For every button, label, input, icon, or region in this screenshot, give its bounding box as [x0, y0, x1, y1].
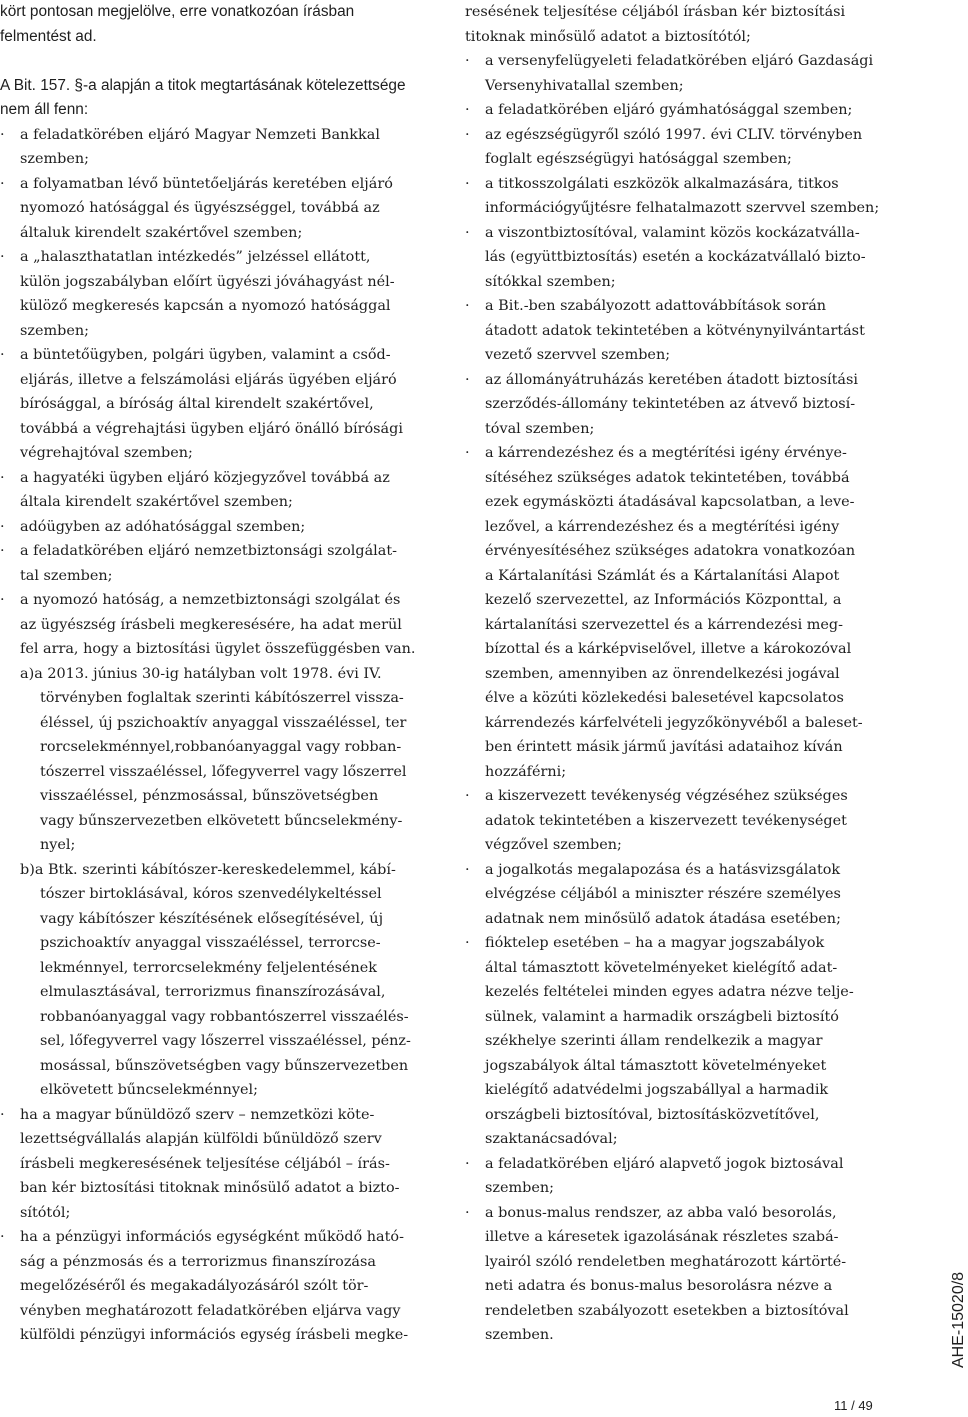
intro-line: nem áll fenn:	[0, 101, 89, 118]
list-item-line: pszichoaktív anyaggal visszaéléssel, terrorcse-	[40, 935, 381, 951]
list-item-line: általa kirendelt szakértővel szemben;	[20, 494, 293, 510]
list-item-line: rendeletben szabályozott esetekben a biztosítóval	[485, 1302, 849, 1319]
list-item-line: kezelés feltételei minden egyes adatra nézve telje-	[485, 984, 854, 1000]
list-item: · adóügyben az adóhatósággal szemben;	[0, 515, 442, 540]
list-item-line: mosással, bűnszövetségben vagy bűnszervezetben	[40, 1057, 409, 1074]
list-item-line: információgyűjtésre felhatalmazott szervvel szemben;	[485, 200, 880, 216]
list-item-line: ezek egymásközti átadásával kapcsolatban, a leve-	[485, 494, 855, 510]
list-item-line: lás (együttbiztosítás) esetén a kockázatvállaló bizto-	[485, 249, 866, 265]
list-item-line: törvényben foglaltak szerinti kábítószerrel vissza-	[40, 690, 404, 706]
list-item-line: visszaéléssel, pénzmosással, bűnszövetségben	[40, 788, 379, 804]
list-item-line: elmulasztásával, terrorizmus finanszírozásával,	[40, 984, 386, 1000]
list-item: · a bonus-malus rendszer, az abba való besorolás,	[465, 1201, 895, 1226]
list-item-line: lekménnyel, terrorcselekmény feljelentésének	[40, 959, 377, 976]
list-item-line: végzővel szemben;	[485, 837, 622, 853]
document-code: AHE-15020/8	[950, 1271, 967, 1368]
list-item-line: vagy bűnszervezetben elkövetett bűncselekmény-	[40, 812, 403, 829]
list-item-line: kielégítő adatvédelmi jogszabállyal a harmadik	[485, 1082, 829, 1098]
list-item-line: székhelye szerinti állam rendelkezik a magyar	[485, 1033, 823, 1049]
list-item-line: lyairól szóló rendeletben meghatározott kártörté-	[485, 1253, 847, 1270]
list-item: · a feladatkörében eljáró Magyar Nemzeti Bankkal	[0, 123, 442, 148]
list-item-line: tóval szemben;	[485, 420, 595, 437]
list-item: · az egészségügyről szóló 1997. évi CLIV. törvényben	[465, 123, 895, 148]
list-item-line: bírósággal, a bíróság által kirendelt szakértővel,	[20, 396, 374, 412]
list-item-line: írásbeli megkeresésének teljesítése céljából – írás-	[20, 1155, 390, 1172]
list-item-line: elkövetett bűncselekménnyel;	[40, 1082, 258, 1098]
list-item: · ha a magyar bűnüldöző szerv – nemzetközi köte-	[0, 1103, 442, 1128]
list-item: · a feladatkörében eljáró gyámhatósággal szemben;	[465, 98, 895, 123]
list-item-line: sel, lőfegyverrel vagy lőszerrel visszaéléssel, pénz-	[40, 1033, 411, 1049]
list-item-line: sítótól;	[20, 1204, 71, 1221]
list-item-line: ság a pénzmosás és a terrorizmus finanszírozása	[20, 1253, 376, 1270]
list-item-line: lezettségvállalás alapján külföldi bűnüldöző szerv	[20, 1131, 382, 1147]
list-item-line: szaktanácsadóval;	[485, 1131, 618, 1147]
list-item: · a folyamatban lévő büntetőeljárás keretében eljáró	[0, 172, 442, 197]
list-item: b)a Btk. szerinti kábítószer-kereskedelemmel, kábí-	[20, 861, 396, 878]
list-item-line: ban kér biztosítási titoknak minősülő adatot a bizto-	[20, 1180, 400, 1196]
list-item-line: általuk kirendelt szakértővel szemben;	[20, 224, 303, 241]
list-item-line: szemben, amennyiben az önrendelkezési jogával	[485, 665, 840, 682]
list-item: · a hagyatéki ügyben eljáró közjegyzővel továbbá az	[0, 466, 442, 491]
list-item-line: által támasztott követelményeket kielégítő adat-	[485, 959, 838, 976]
list-item-line: vényben meghatározott feladatkörében eljárva vagy	[20, 1302, 401, 1319]
list-item: · a nyomozó hatóság, a nemzetbiztonsági szolgálat és	[0, 588, 442, 613]
list-item: · a jogalkotás megalapozása és a hatásvizsgálatok	[465, 858, 895, 883]
list-item-line: jogszabályok által támasztott követelményeket	[485, 1057, 827, 1074]
list-item-line: tal szemben;	[20, 567, 113, 584]
list-item-line: végrehajtóval szemben;	[20, 445, 193, 461]
list-item-line: élve a közúti közlekedési balesetével kapcsolatos	[485, 690, 844, 706]
intro-line: A Bit. 157. §-a alapján a titok megtartásának kötelezettsége	[0, 76, 406, 94]
list-item-line: tószer birtoklásával, kóros szenvedélykeltéssel	[40, 886, 382, 902]
list-item-line: szemben;	[20, 151, 89, 167]
list-item: · a kiszervezett tevékenység végzéséhez szükséges	[465, 784, 895, 809]
list-item-line: illetve a káresetek igazolásának részletes szabá-	[485, 1229, 839, 1245]
list-item-line: nyomozó hatósággal és ügyészséggel, továbbá az	[20, 200, 380, 216]
list-item: · a kárrendezéshez és a megtérítési igény érvénye-	[465, 441, 895, 466]
list-item-line: fel arra, hogy a biztosítási ügylet összefüggésben van.	[20, 641, 416, 657]
list-item-line: vagy kábítószer készítésének elősegítésével, új	[40, 910, 384, 927]
list-item-line: neti adatra és bonus-malus besorolásra nézve a	[485, 1278, 833, 1294]
list-item-line: kártalanítási szervezettel és a kárrendezési meg-	[485, 616, 843, 633]
list-item-line: külföldi pénzügyi információs egység írásbeli megke-	[20, 1327, 409, 1343]
left-column	[0, 0, 442, 1348]
list-item-line: kárrendezés kárfelvételi jegyzőkönyvéből a baleset-	[485, 714, 863, 731]
list-item-line: nyel;	[40, 837, 76, 853]
list-item: · fióktelep esetében – ha a magyar jogszabályok	[465, 931, 895, 956]
list-item: · a büntetőügyben, polgári ügyben, valamint a csőd-	[0, 343, 442, 368]
list-item-line: sítókkal szemben;	[485, 273, 616, 290]
list-item-line: adatnak nem minősülő adatok átadása esetében;	[485, 910, 841, 927]
list-item-line: szemben;	[485, 1180, 554, 1196]
list-item-line: átadott adatok tekintetében a kötvénynyilvántartást	[485, 322, 865, 339]
list-item: · a versenyfelügyeleti feladatkörében eljáró Gazdasági	[465, 49, 895, 74]
list-item-line: sítéséhez szükséges adatok tekintetében, továbbá	[485, 469, 850, 486]
intro-line: kört pontosan megjelölve, erre vonatkozóan írásban	[0, 3, 355, 20]
continuation-line: resésének teljesítése céljából írásban kér biztosítási	[465, 4, 846, 20]
list-item-line: érvényesítéséhez szükséges adatokra vonatkozóan	[485, 543, 856, 559]
list-item-line: külöző megkeresés kapcsán a nyomozó hatósággal	[20, 298, 391, 314]
list-item: · a feladatkörében eljáró alapvető jogok biztosával	[465, 1152, 895, 1177]
list-item-line: rorcselekménnyel,robbanóanyaggal vagy robban-	[40, 739, 402, 755]
list-item: · a „halaszthatatlan intézkedés” jelzéssel ellátott,	[0, 245, 442, 270]
list-item-line: országbeli biztosítóval, biztosításközvetítővel,	[485, 1106, 820, 1123]
list-item: · a feladatkörében eljáró nemzetbiztonsági szolgálat-	[0, 539, 442, 564]
list-item: · a Bit.-ben szabályozott adattovábbítások során	[465, 294, 895, 319]
list-item-line: bízottal és a kárképviselővel, illetve a károkozóval	[485, 641, 852, 657]
list-item-line: Versenyhivatallal szemben;	[485, 77, 684, 94]
right-column	[465, 0, 895, 1348]
list-item-line: szerződés-állomány tekintetében az átvevő biztosí-	[485, 396, 856, 412]
list-item-line: szemben;	[20, 322, 89, 339]
list-item: · az állományátruházás keretében átadott biztosítási	[465, 368, 895, 393]
list-item-line: az ügyészség írásbeli megkeresésére, ha adat merül	[20, 616, 402, 633]
list-item: · a viszontbiztosítóval, valamint közös kockázatválla-	[465, 221, 895, 246]
list-item-line: robbanóanyaggal vagy robbantószerrel visszaélés-	[40, 1008, 409, 1025]
list-item-line: szemben.	[485, 1327, 554, 1343]
list-item-line: a Kártalanítási Számlát és a Kártalanítási Alapot	[485, 567, 840, 584]
list-item-line: külön jogszabályban előírt ügyészi jóváhagyást nél-	[20, 273, 395, 290]
list-item-line: elvégzése céljából a miniszter részére személyes	[485, 886, 841, 902]
list-item-line: lezővel, a kárrendezéshez és a megtérítési igény	[485, 518, 840, 535]
list-item-line: megelőzéséről és megakadályozásáról szólt tör-	[20, 1278, 369, 1294]
list-item-line: eljárás, illetve a felszámolási eljárás ügyében eljáró	[20, 371, 397, 388]
list-item-line: sülnek, valamint a harmadik országbeli biztosító	[485, 1008, 839, 1025]
list-item-line: vezető szervvel szemben;	[485, 347, 671, 363]
list-item-line: foglalt egészségügyi hatósággal szemben;	[485, 151, 792, 167]
list-item-line: adatok tekintetében a kiszervezett tevékenységet	[485, 812, 847, 829]
intro-line: felmentést ad.	[0, 27, 97, 45]
continuation-line: titoknak minősülő adatot a biztosítótól;	[465, 28, 751, 45]
list-item-line: továbbá a végrehajtási ügyben eljáró önálló bírósági	[20, 420, 403, 437]
list-item: · ha a pénzügyi információs egységként működő ható-	[0, 1225, 442, 1250]
list-item-line: hozzáférni;	[485, 763, 567, 780]
list-item-line: éléssel, új pszichoaktív anyaggal visszaéléssel, ter	[40, 714, 407, 731]
list-item-line: tószerrel visszaéléssel, lőfegyverrel vagy lőszerrel	[40, 763, 407, 780]
list-item: · a titkosszolgálati eszközök alkalmazására, titkos	[465, 172, 895, 197]
list-item: a)a 2013. június 30-ig hatályban volt 1978. évi IV.	[20, 665, 382, 682]
list-item-line: ben érintett másik jármű javítási adataihoz kíván	[485, 739, 843, 755]
list-item-line: kezelő szervezettel, az Információs Központtal, a	[485, 592, 842, 608]
intro-line	[0, 49, 442, 74]
page-number: 11 / 49	[834, 1398, 873, 1413]
